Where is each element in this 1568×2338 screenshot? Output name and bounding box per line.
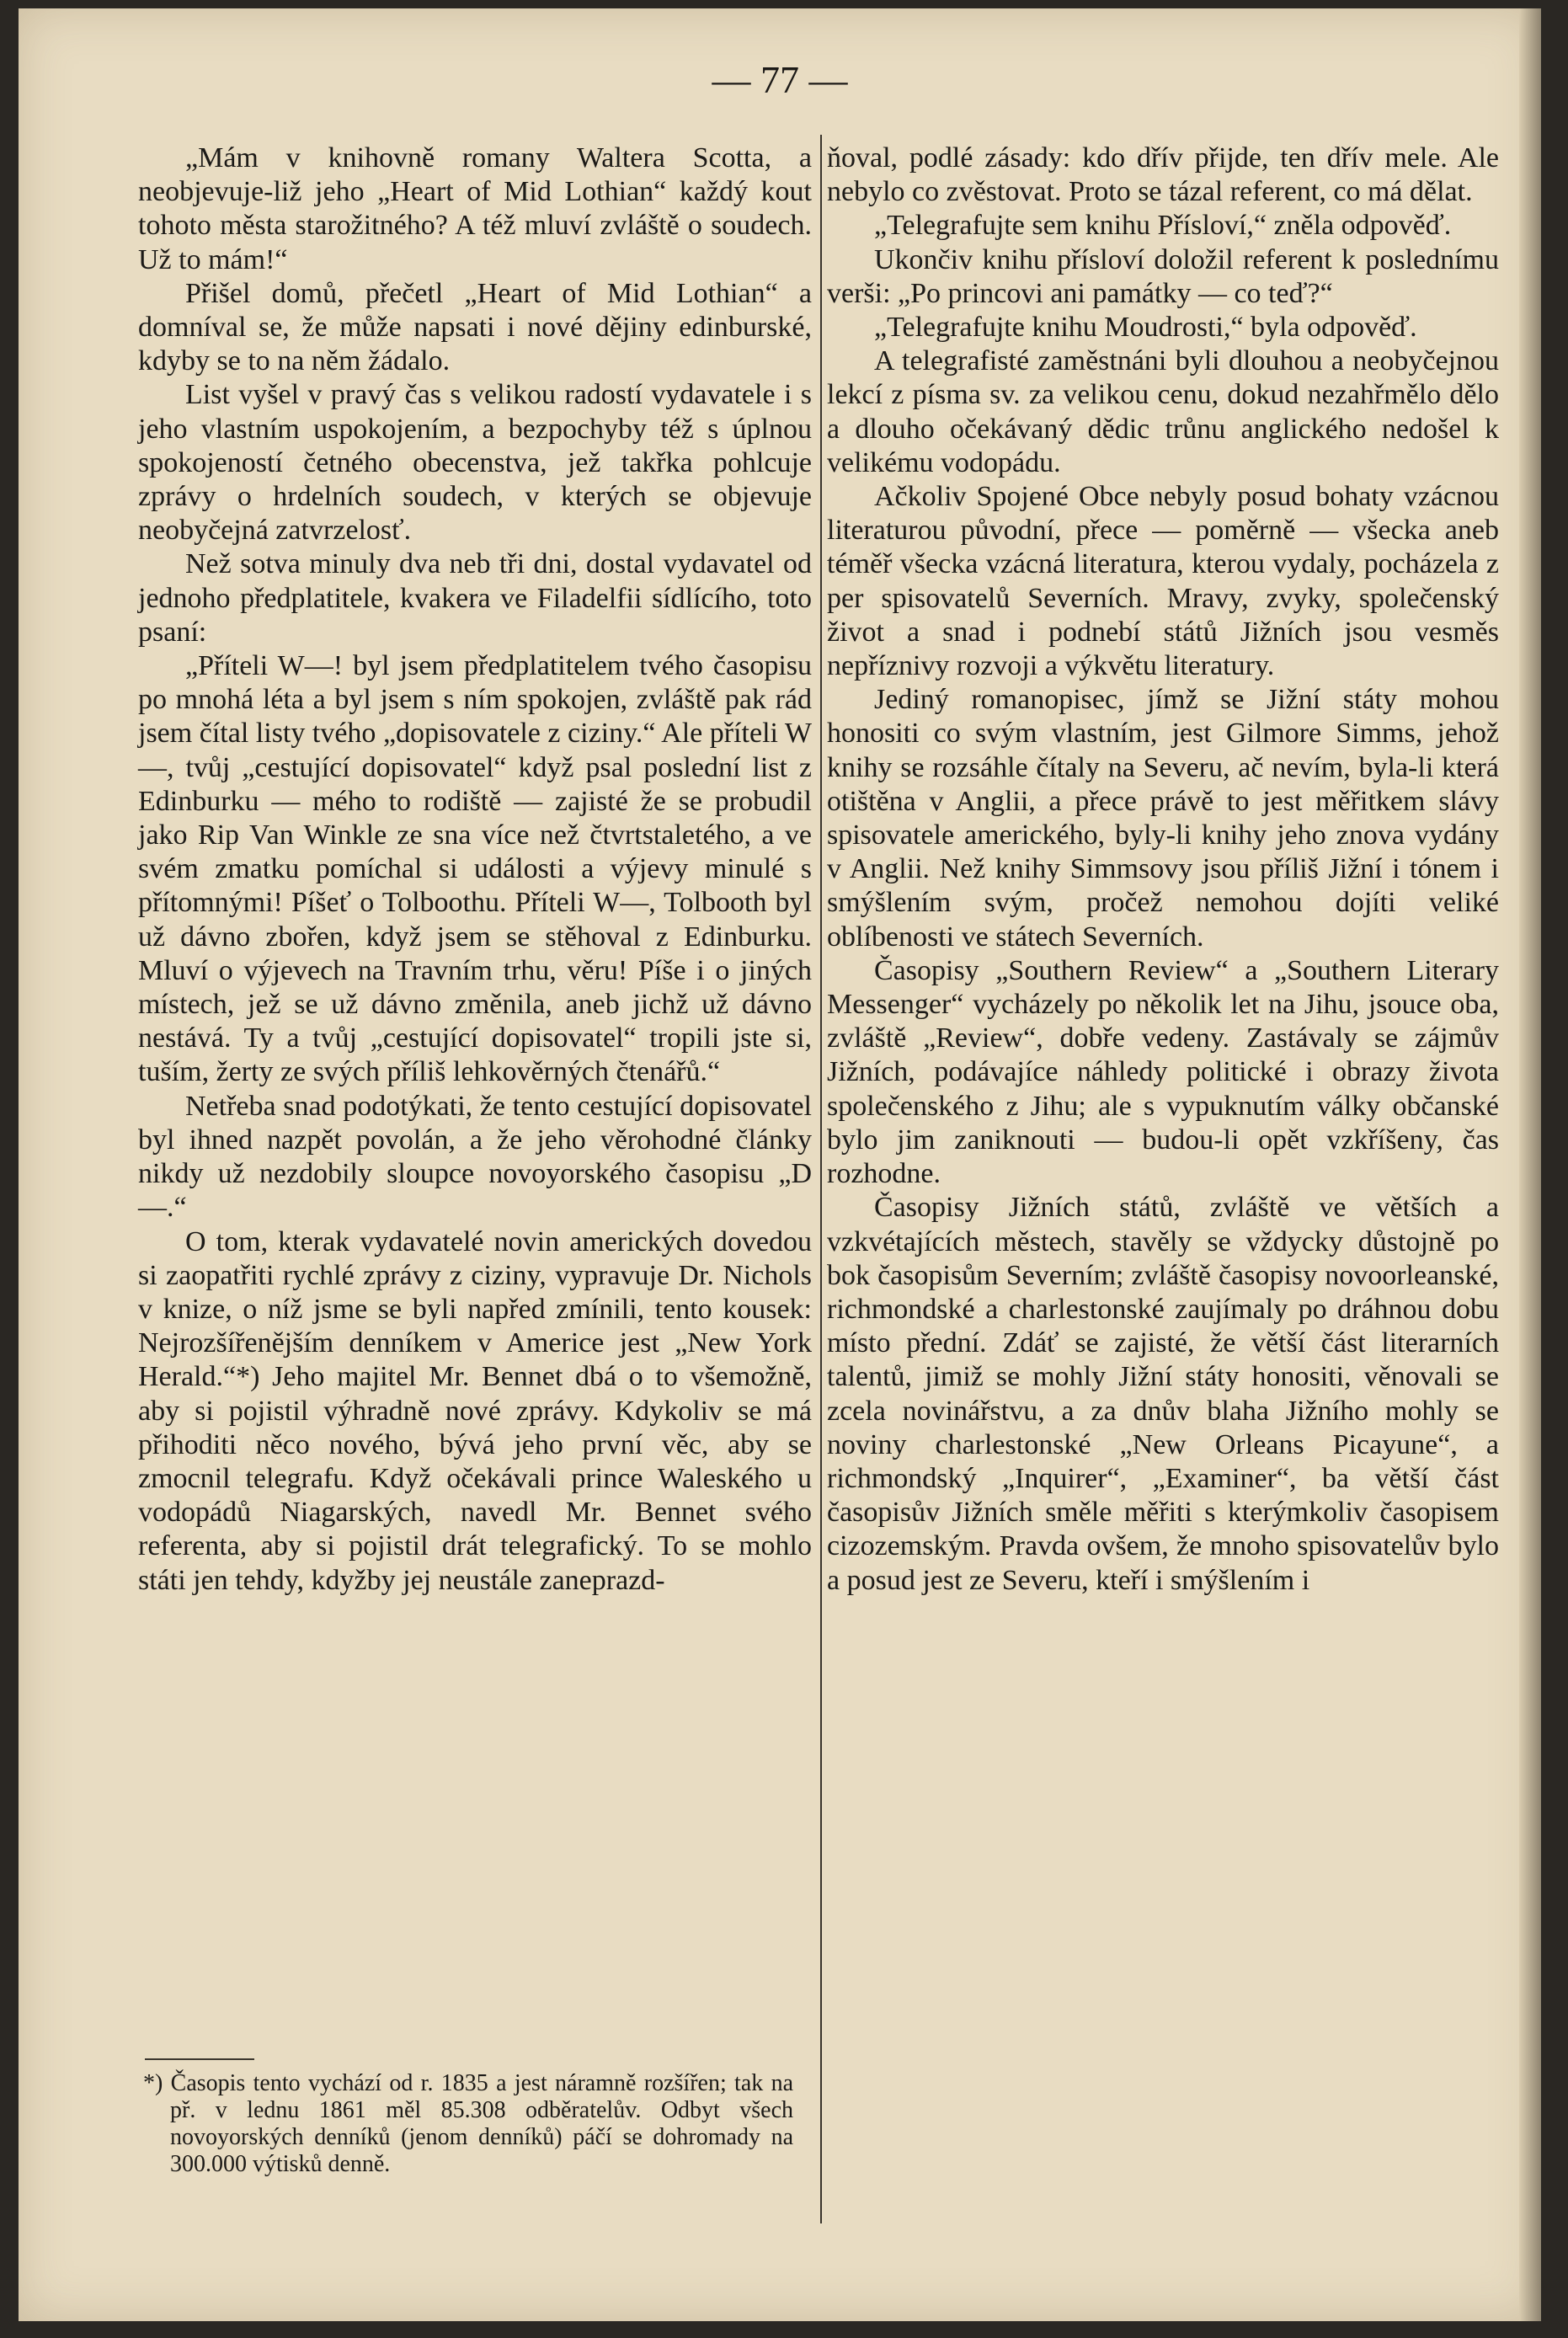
paragraph: „Mám v knihovně romany Waltera Scotta, a neobjevuje-liž jeho „Heart of Mid Lothian“ každý kout tohoto města starožitného? A též mluví zvláště o soudech. Už to mám!“ xyxy=(138,142,812,275)
footnote-divider xyxy=(145,2058,254,2060)
paragraph: Netřeba snad podotýkati, že tento cestující dopisovatel byl ihned nazpět povolán, a že jeho věrohodné články nikdy už nezdobily sloupce novoyorského časopisu „D —.“ xyxy=(138,1090,812,1224)
footnote-mark: *) xyxy=(143,2070,163,2096)
paragraph: Ukončiv knihu přísloví doložil referent k poslednímu verši: „Po princovi ani památky — co teď?“ xyxy=(827,243,1499,309)
paragraph: A telegrafisté zaměstnáni byli dlouhou a neobyčejnou lekcí z písma sv. za velikou cenu, dokud nezahřmělo dělo a dlouho očekávaný dědic trůnu anglického nedošel k velikému vodopádu. xyxy=(827,345,1499,478)
page-spine-edge xyxy=(1519,8,1541,2321)
left-column xyxy=(138,141,812,1598)
paragraph: Přišel domů, přečetl „Heart of Mid Lothian“ a domníval se, že může napsati i nové dějiny edinburské, kdyby se to na něm žádalo. xyxy=(138,277,812,377)
paragraph-continuation: ňoval, podlé zásady: kdo dřív přijde, ten dřív mele. Ale nebylo co zvěstovat. Proto se tázal referent, co má dělat. xyxy=(827,142,1499,208)
paragraph: Časopisy „Southern Review“ a „Southern Literary Messenger“ vycházely po několik let na Jihu, jsouce oba, zvláště „Review“, dobře vedeny. Zastávaly se zájmův Jižních, podávajíce náhledy politické i obrazy života společenského z Jihu; ale s vypuknutím války občanské bylo jim zaniknouti — budou-li opět vzkříšeny, čas rozhodne. xyxy=(827,954,1499,1190)
paragraph: Ačkoliv Spojené Obce nebyly posud bohaty vzácnou literaturou původní, přece — poměrně — všecka aneb téměř všecka vzácná literatura, kterou vydaly, pocházela z per spisovatelů Severních. Mravy, zvyky, společenský život a snad i podnebí států Jižních jsou vesměs nepříznivy rozvoji a výkvětu literatury. xyxy=(827,481,1499,682)
page-number: — 77 — xyxy=(712,58,848,101)
footnote-text: Časopis tento vychází od r. 1835 a jest náramně rozšířen; tak na př. v lednu 1861 měl 85.308 odběratelův. Odbyt všech novoyorských denníků (jenom denníků) páčí se dohromady na 300.000 výtisků denně. xyxy=(170,2070,794,2177)
paragraph: „Telegrafujte knihu Moudrosti,“ byla odpověď. xyxy=(874,312,1417,344)
paragraph: Jediný romanopisec, jímž se Jižní státy mohou honositi co svým vlastním, jest Gilmore Simms, jehož knihy se rozsáhle čítaly na Severu, ač nevím, byla-li která otištěna v Anglii, a přece právě to jest měřitkem slávy spisovatele amerického, byly-li knihy jeho znova vydány v Anglii. Než knihy Simmsovy jsou příliš Jižní i tónem i smýšlením svým, pročež nemohou dojíti veliké oblíbenosti ve státech Severních. xyxy=(827,684,1499,953)
right-column xyxy=(827,141,1499,1598)
paragraph: „Telegrafujte sem knihu Přísloví,“ zněla odpověď. xyxy=(874,210,1452,242)
column-divider xyxy=(820,135,822,2223)
paragraph: Časopisy Jižních států, zvláště ve větších a vzkvétajících městech, stavěly se vždycky důstojně po bok časopisům Severním; zvláště časopisy novoorleanské, richmondské a charlestonské zaujímaly po dráhnou dobu místo přední. Zdáť se zajisté, že větší část literarních talentů, jimiž se mohly Jižní státy honositi, věnovali se zcela novinářstvu, a za dnův blaha Jižního mohly se noviny charlestonské „New Orleans Picayune“, a richmondský „Inquirer“, „Examiner“, ba větší část časopisův Jižních směle měřiti s kterýmkoliv časopisem cizozemským. Pravda ovšem, že mnoho spisovatelův bylo a posud jest ze Severu, kteří i smýšlením i xyxy=(827,1192,1499,1596)
paragraph: O tom, kterak vydavatelé novin amerických dovedou si zaopatřiti rychlé zprávy z ciziny, vypravuje Dr. Nichols v knize, o níž jsme se byli napřed zmínili, tento kousek: Nejrozšířenějším denníkem v Americe jest „New York Herald.“*) Jeho majitel Mr. Bennet dbá o to všemožně, aby si pojistil výhradně nové zprávy. Kdykoliv se má přihoditi něco nového, bývá jeho první věc, aby se zmocnil telegrafu. Když očekávali prince Waleského u vodopádů Niagarských, navedl Mr. Bennet svého referenta, aby si pojistil drát telegrafický. To se mohlo státi jen tehdy, kdyžby jej neustále zaneprazd- xyxy=(138,1225,812,1596)
footnote xyxy=(143,2070,794,2178)
book-page xyxy=(19,8,1541,2321)
paragraph: List vyšel v pravý čas s velikou radostí vydavatele i s jeho vlastním uspokojením, a bezpochyby též s úplnou spokojeností četného obecenstva, jež takřka pohlcuje zprávy o hrdelních soudech, v kterých se objevuje neobyčejná zatvrzelosť. xyxy=(138,379,812,547)
quoted-letter: „Příteli W—! byl jsem předplatitelem tvého časopisu po mnohá léta a byl jsem s ním spokojen, zvláště pak rád jsem čítal listy tvého „dopisovatele z ciziny.“ Ale příteli W—, tvůj „cestující dopisovatel“ když psal poslední list z Edinburku — mého to rodiště — zajisté že se probudil jako Rip Van Winkle ze sna více než čtvrtstaletého, a ve svém zmatku pomíchal si události a výjevy minulé s přítomnými! Píšeť o Tolboothu. Příteli W—, Tolbooth byl už dávno zbořen, když jsem se stěhoval z Edinburku. Mluví o výjevech na Travním trhu, věru! Píše i o jiných místech, jež se už dávno změnila, aneb jichž už dávno nestává. Ty a tvůj „cestující dopisovatel“ tropili jste si, tuším, žerty ze svých příliš lehkověrných čtenářů.“ xyxy=(138,650,812,1088)
paragraph: Než sotva minuly dva neb tři dni, dostal vydavatel od jednoho předplatitele, kvakera ve Filadelfii sídlícího, toto psaní: xyxy=(138,548,812,648)
